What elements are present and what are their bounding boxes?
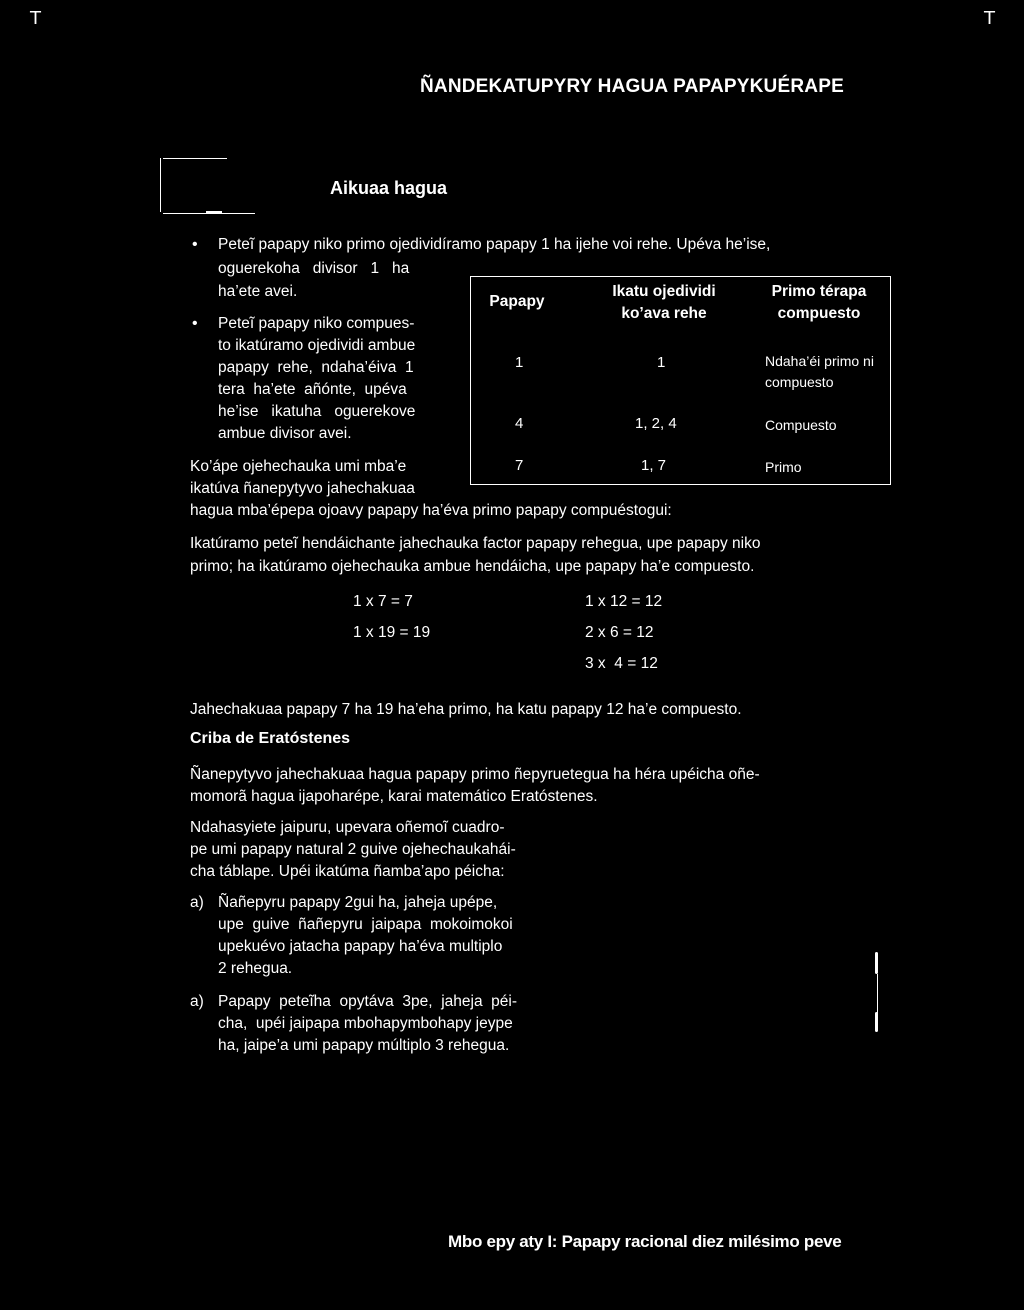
paragraph-line: Ikatúramo peteĩ hendáichante jahechauka factor papapy rehegua, upe papapy niko [190,535,761,552]
bullet-line: Peteĩ papapy niko compues- [218,315,415,332]
conclusion-text: Jahechakuaa papapy 7 ha 19 ha’eha primo, ha katu papapy 12 ha’e compuesto. [190,701,742,718]
step-line: upe guive ñañepyru jaipapa mokoimokoi [218,916,513,933]
table-cell: Primo [765,459,802,475]
corner-mark-left: T [30,8,41,29]
criba-heading: Criba de Eratóstenes [190,730,351,747]
bullet-line: tera ha’ete añónte, upéva [218,381,407,398]
paragraph-line: pe umi papapy natural 2 guive ojehechaukahái- [190,841,516,858]
step-line: 2 rehegua. [218,960,293,977]
section-label: Aikuaa hagua [330,178,448,198]
equation: 1 x 19 = 19 [353,624,431,641]
equation: 2 x 6 = 12 [585,624,654,641]
step-marker: a) [190,993,204,1010]
paragraph-line: Ndahasyiete jaipuru, upevara oñemoĩ cuadro- [190,819,505,836]
box-left-line [160,158,161,212]
footer-text: Mbo epy aty I: Papapy racional diez milésimo peve [448,1232,842,1251]
bullet-line: ha’ete avei. [218,283,298,300]
table-cell: Compuesto [765,417,837,433]
table-header: Ikatu ojedividi ko’ava rehe [612,283,716,322]
bullet-marker: • [192,236,198,253]
paragraph-line: primo; ha ikatúramo ojehechauka ambue hendáicha, upe papapy ha’e compuesto. [190,558,755,575]
paragraph-line: momorã hagua ijapoharépe, karai matemático Eratóstenes. [190,788,598,805]
bullet-line: to ikatúramo ojedividi ambue [218,337,416,354]
paragraph-line: hagua mba’épepa ojoavy papapy ha’éva primo papapy compuéstogui: [190,502,672,519]
step-marker: a) [190,894,204,911]
paragraph-line: cha táblape. Upéi ikatúma ñamba’apo péicha: [190,863,505,880]
equation: 1 x 12 = 12 [585,593,663,610]
step-line: Papapy peteĩha opytáva 3pe, jaheja péi- [218,993,518,1010]
table-header: Primo térapa compuesto [771,283,867,322]
page-title: ÑANDEKATUPYRY HAGUA PAPAPYKUÉRAPE [420,76,844,97]
bullet-line: papapy rehe, ndaha’éiva 1 [218,359,414,376]
bullet-line: he’ise ikatuha oguerekove [218,403,416,420]
table-cell: 1 [657,354,666,371]
step-line: Ñañepyru papapy 2gui ha, jaheja upépe, [218,894,498,911]
box-top-line [163,158,227,159]
step-line: ha, jaipe’a umi papapy múltiplo 3 rehegua. [218,1037,510,1054]
box-bottom-line [163,213,255,214]
paragraph-line: Ko’ápe ojehechauka umi mba’e [190,458,407,475]
bullet-line: oguerekoha divisor 1 ha [218,260,410,277]
corner-mark-right: T [984,8,995,29]
bullet-marker: • [192,315,198,332]
table-cell: 1, 2, 4 [635,415,677,432]
bullet-line: ambue divisor avei. [218,425,352,442]
step-line: cha, upéi jaipapa mbohapymbohapy jeype [218,1015,513,1032]
table-cell: 1, 7 [641,457,667,474]
table-cell: Ndaha’éi primo ni compuesto [765,353,874,390]
bullet-line: Peteĩ papapy niko primo ojedividíramo papapy 1 ha ijehe voi rehe. Upéva he’ise, [218,236,771,253]
table-cell: 1 [515,354,524,371]
paragraph-line: Ñanepytyvo jahechakuaa hagua papapy primo ñepyruetegua ha héra upéicha oñe- [190,766,760,783]
table-cell: 4 [515,415,524,432]
primo-compuesto-table [470,276,891,485]
equation: 3 x 4 = 12 [585,655,658,672]
step-line: upekuévo jatacha papapy ha’éva multiplo [218,938,503,955]
table-cell: 7 [515,457,524,474]
paragraph-line: ikatúva ñanepytyvo jahechakuaa [190,480,415,497]
table-header: Papapy [489,293,545,310]
box-bottom-tab [206,211,222,213]
equation: 1 x 7 = 7 [353,593,413,610]
